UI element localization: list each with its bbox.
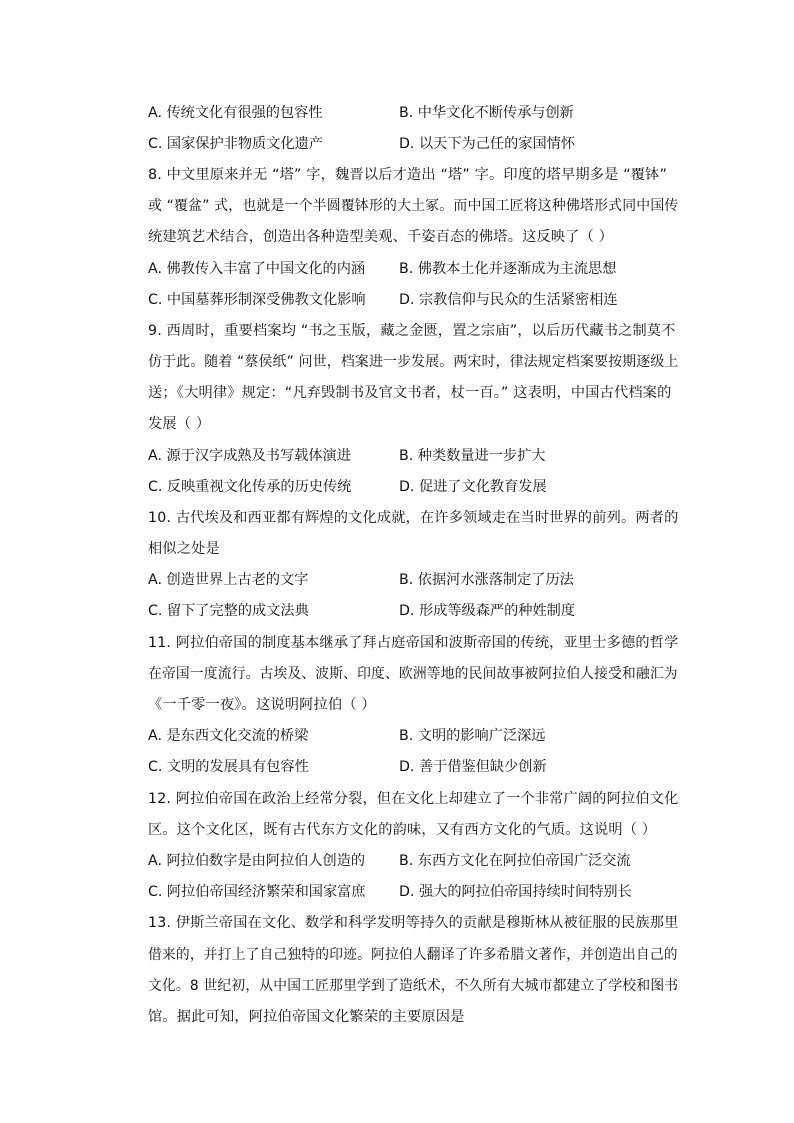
q8-stem-line: 8. 中文里原来并无 “塔” 字，魏晋以后才造出 “塔” 字。印度的塔早期多是 “覆钵” bbox=[148, 167, 668, 183]
q9-option-b[interactable]: B. 种类数量进一步扩大 bbox=[399, 448, 546, 464]
q9-stem-line: 发展（ ） bbox=[148, 416, 211, 432]
q8-option-a[interactable]: A. 佛教传入丰富了中国文化的内涵 bbox=[148, 261, 366, 277]
q8-stem-line: 或 “覆盆” 式，也就是一个半圆覆钵形的大土冢。而中国工匠将这种佛塔形式同中国传 bbox=[148, 198, 679, 214]
q11-stem-line: 《一千零一夜》。这说明阿拉伯（ ） bbox=[148, 697, 376, 713]
q13-stem-line: 文化。8 世纪初，从中国工匠那里学到了造纸术，不久所有大城市都建立了学校和图书 bbox=[148, 978, 679, 994]
q9-stem-line: 仿于此。随着 “蔡侯纸” 问世，档案进一步发展。两宋时，律法规定档案要按期逐级上 bbox=[148, 354, 679, 370]
q10-option-c[interactable]: C. 留下了完整的成文法典 bbox=[148, 603, 309, 619]
q8-stem-line: 统建筑艺术结合，创造出各种造型美观、千姿百态的佛塔。这反映了（ ） bbox=[148, 229, 614, 245]
q9-option-c[interactable]: C. 反映重视文化传承的历史传统 bbox=[148, 479, 352, 495]
q10-stem-line: 相似之处是 bbox=[148, 541, 220, 557]
q10-option-b[interactable]: B. 依据河水涨落制定了历法 bbox=[399, 572, 574, 588]
q10-stem-line: 10. 古代埃及和西亚都有辉煌的文化成就，在许多领域走在当时世界的前列。两者的 bbox=[148, 510, 679, 526]
q11-option-a[interactable]: A. 是东西文化交流的桥梁 bbox=[148, 728, 309, 744]
q9-option-d[interactable]: D. 促进了文化教育发展 bbox=[399, 479, 547, 495]
q7-option-a[interactable]: A. 传统文化有很强的包容性 bbox=[148, 105, 323, 121]
q9-stem-line: 9. 西周时，重要档案均 “书之玉版，藏之金匮，置之宗庙”，以后历代藏书之制莫不 bbox=[148, 323, 676, 339]
q12-option-a[interactable]: A. 阿拉伯数字是由阿拉伯人创造的 bbox=[148, 853, 366, 869]
q12-stem-line: 12. 阿拉伯帝国在政治上经常分裂，但在文化上却建立了一个非常广阔的阿拉伯文化 bbox=[148, 791, 679, 807]
q11-option-c[interactable]: C. 文明的发展具有包容性 bbox=[148, 759, 309, 775]
q8-option-c[interactable]: C. 中国墓葬形制深受佛教文化影响 bbox=[148, 292, 366, 308]
q8-option-b[interactable]: B. 佛教本土化并逐渐成为主流思想 bbox=[399, 261, 617, 277]
q7-option-c[interactable]: C. 国家保护非物质文化遗产 bbox=[148, 136, 323, 152]
q10-option-d[interactable]: D. 形成等级森严的种姓制度 bbox=[399, 603, 576, 619]
q12-option-b[interactable]: B. 东西方文化在阿拉伯帝国广泛交流 bbox=[399, 853, 631, 869]
q12-option-d[interactable]: D. 强大的阿拉伯帝国持续时间特别长 bbox=[399, 884, 632, 900]
q7-option-d[interactable]: D. 以天下为己任的家国情怀 bbox=[399, 136, 576, 152]
q10-option-a[interactable]: A. 创造世界上古老的文字 bbox=[148, 572, 309, 588]
q8-option-d[interactable]: D. 宗教信仰与民众的生活紧密相连 bbox=[399, 292, 618, 308]
q13-stem-line: 13. 伊斯兰帝国在文化、数学和科学发明等持久的贡献是穆斯林从被征服的民族那里 bbox=[148, 915, 679, 931]
q13-stem-line: 馆。据此可知，阿拉伯帝国文化繁荣的主要原因是 bbox=[148, 1009, 465, 1025]
q11-option-b[interactable]: B. 文明的影响广泛深远 bbox=[399, 728, 546, 744]
q12-stem-line: 区。这个文化区，既有古代东方文化的韵味，又有西方文化的气质。这说明（ ） bbox=[148, 822, 657, 838]
q9-option-a[interactable]: A. 源于汉字成熟及书写载体演进 bbox=[148, 448, 351, 464]
q7-option-b[interactable]: B. 中华文化不断传承与创新 bbox=[399, 105, 574, 121]
q12-option-c[interactable]: C. 阿拉伯帝国经济繁荣和国家富庶 bbox=[148, 884, 366, 900]
q11-stem-line: 11. 阿拉伯帝国的制度基本继承了拜占庭帝国和波斯帝国的传统，亚里士多德的哲学 bbox=[148, 635, 679, 651]
q9-stem-line: 送；《大明律》规定：“凡弃毁制书及官文书者，杖一百。” 这表明，中国古代档案的 bbox=[148, 385, 672, 401]
q11-stem-line: 在帝国一度流行。古埃及、波斯、印度、欧洲等地的民间故事被阿拉伯人接受和融汇为 bbox=[148, 666, 678, 682]
q11-option-d[interactable]: D. 善于借鉴但缺少创新 bbox=[399, 759, 547, 775]
q13-stem-line: 借来的，并打上了自己独特的印迹。阿拉伯人翻译了许多希腊文著作，并创造出自己的 bbox=[148, 947, 678, 963]
